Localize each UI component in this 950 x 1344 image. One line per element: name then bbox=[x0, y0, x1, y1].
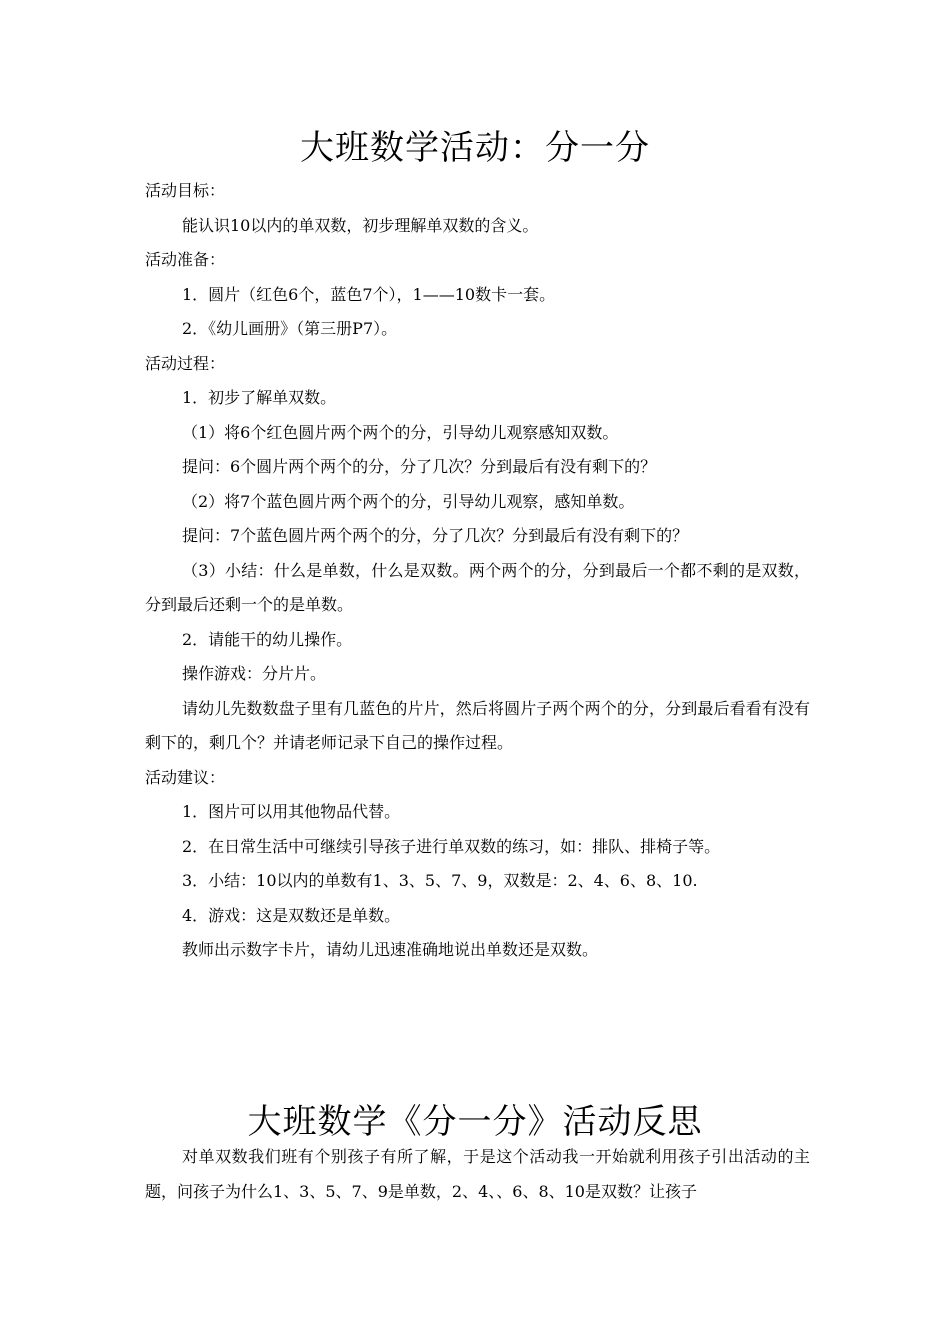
suggest-item-1: 1．图片可以用其他物品代替。 bbox=[182, 802, 401, 821]
prep-item-2: 2．《幼儿画册》（第三册P7）。 bbox=[182, 319, 398, 338]
activity-plan-body bbox=[145, 174, 810, 968]
process-step-1a: （1）将6个红色圆片两个两个的分，引导幼儿观察感知双数。 bbox=[182, 422, 619, 442]
section-heading-goal: 活动目标： bbox=[145, 181, 226, 200]
process-step-1: 1．初步了解单双数。 bbox=[182, 388, 337, 407]
suggest-item-4: 4．游戏：这是双数还是单数。 bbox=[182, 905, 401, 925]
process-step-1b-question: 提问：7个蓝色圆片两个两个的分，分了几次？分到最后有没有剩下的？ bbox=[182, 526, 689, 545]
reflection-paragraph: 对单双数我们班有个别孩子有所了解，于是这个活动我一开始就利用孩子引出活动的主题，问孩子为什么1、3、5、7、9是单数，2、4、、6、8、10是双数？让孩子 bbox=[145, 1147, 810, 1201]
process-step-2-description: 请幼儿先数数盘子里有几蓝色的片片，然后将圆片子两个两个的分，分到最后看看有没有剩下的，剩几个？并请老师记录下自己的操作过程。 bbox=[145, 698, 810, 752]
page-title: 大班数学活动：分一分 bbox=[300, 128, 650, 168]
reflection-title: 大班数学《分一分》活动反思 bbox=[247, 1102, 703, 1142]
section-heading-suggest: 活动建议： bbox=[145, 767, 226, 787]
section-heading-process: 活动过程： bbox=[145, 353, 226, 373]
prep-item-1: 1．圆片（红色6个，蓝色7个），1——10数卡一套。 bbox=[182, 284, 556, 304]
section-heading-prep: 活动准备： bbox=[145, 250, 226, 269]
process-step-1b: （2）将7个蓝色圆片两个两个的分，引导幼儿观察，感知单数。 bbox=[182, 491, 635, 511]
suggest-item-2: 2．在日常生活中可继续引导孩子进行单双数的练习，如：排队、排椅子等。 bbox=[182, 836, 721, 856]
reflection-body bbox=[145, 1140, 810, 1209]
process-step-1c-summary: （3）小结：什么是单数，什么是双数。两个两个的分，分到最后一个都不剩的是双数，分到最后还剩一个的是单数。 bbox=[145, 560, 810, 614]
process-step-1a-question: 提问：6个圆片两个两个的分，分了几次？分到最后有没有剩下的？ bbox=[182, 457, 657, 476]
process-step-2: 2．请能干的幼儿操作。 bbox=[182, 629, 353, 649]
suggest-item-4-description: 教师出示数字卡片，请幼儿迅速准确地说出单数还是双数。 bbox=[182, 940, 599, 959]
process-step-2-game: 操作游戏：分片片。 bbox=[182, 664, 327, 683]
suggest-item-3: 3．小结：10以内的单数有1、3、5、7、9，双数是：2、4、6、8、10. bbox=[182, 871, 698, 890]
goal-item: 能认识10以内的单双数，初步理解单双数的含义。 bbox=[182, 215, 539, 235]
